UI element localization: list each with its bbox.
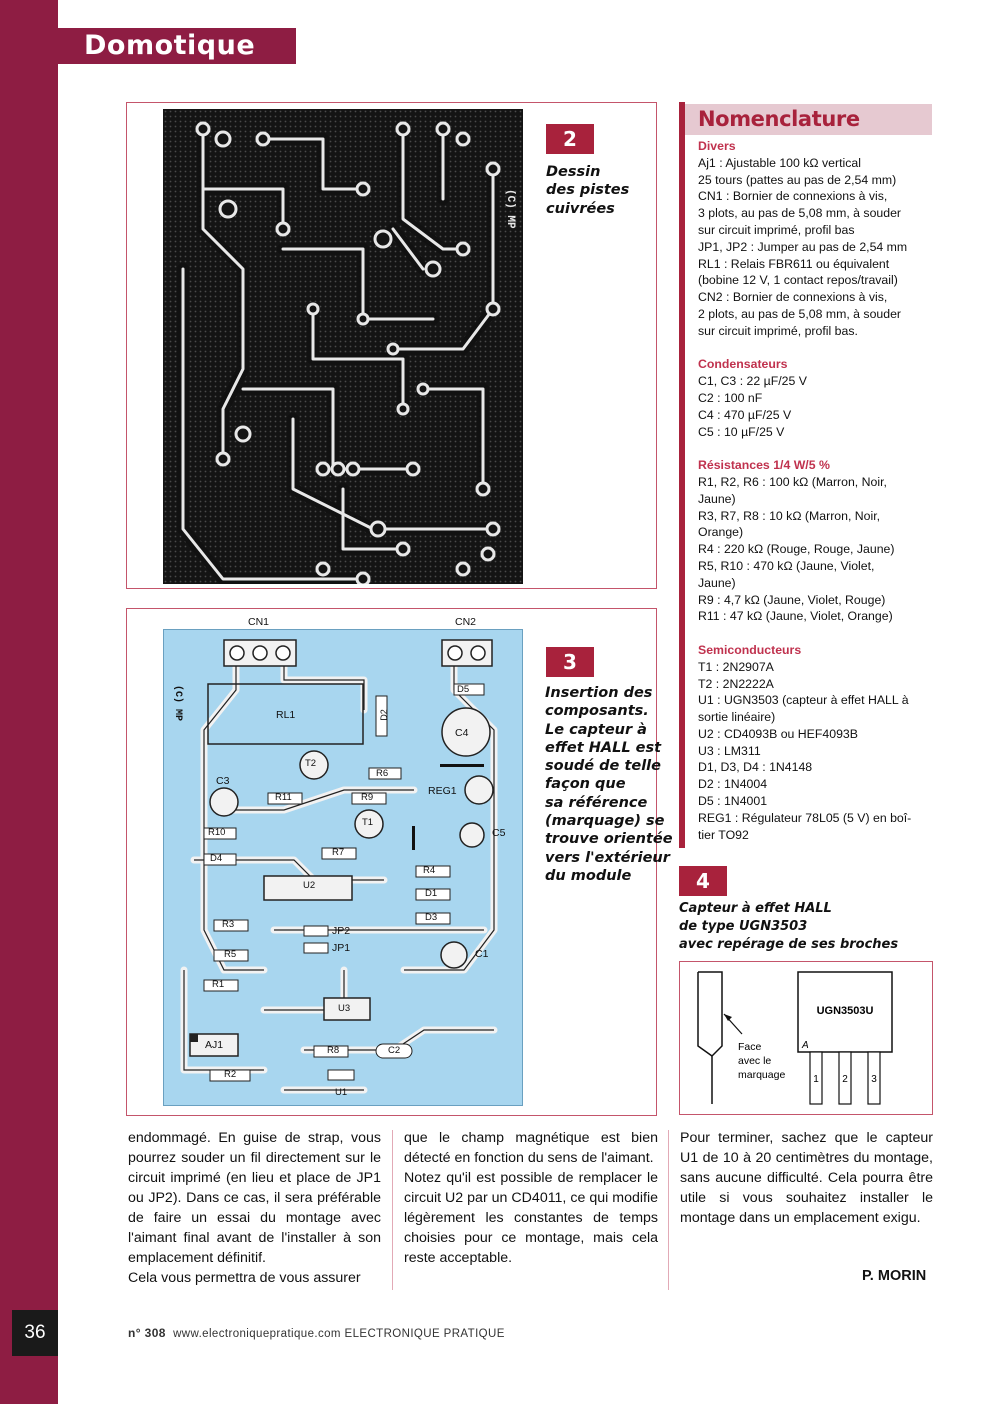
column-separator [668, 1130, 669, 1290]
chip-label: UGN3503U [816, 1005, 874, 1017]
magazine-name: ELECTRONIQUE PRATIQUE [344, 1328, 505, 1340]
layout-mirror-text: (C) MP [172, 685, 183, 722]
body-paragraph: Notez qu'il est possible de remplacer le circuit U2 par un CD4011, ce qui modifie légèrement les constantes de temps choisies pour ce montage, mais cela reste acceptable. [404, 1170, 658, 1266]
section-title: Domotique [84, 30, 256, 61]
label-rl1: RL1 [276, 709, 296, 721]
label-cn1: CN1 [248, 616, 270, 628]
label-r1: R1 [212, 979, 225, 990]
label-c2: C2 [388, 1045, 401, 1056]
body-column-3 [680, 1128, 933, 1228]
figure-2-number: 2 [546, 124, 594, 154]
label-r8: R8 [327, 1045, 340, 1056]
hall-sensor-drawing [680, 962, 932, 1114]
body-paragraph: Pour terminer, sachez que le capteur U1 de 10 à 20 centimètres du montage, sans aucune difficulté. Cela pourra être utile si vous souhaitez installer le montage dans un emplacement exigu. [680, 1130, 933, 1226]
nomenclature-section-semiconducteurs: Semiconducteurs T1 : 2N2907A T2 : 2N2222A U1 : UGN3503 (capteur à effet HALL à sortie linéaire) U2 : CD4093B ou HEF4093B U3 : LM311 D1, D3, D4 : 1N4148 D2 : 1N4004 D5 : 1N4001 REG1 : Régulateur 78L05 (5 V) en boî- tier TO92 [698, 642, 912, 842]
label-r10: R10 [208, 827, 226, 838]
label-c1: C1 [475, 948, 489, 960]
label-r2: R2 [224, 1069, 237, 1080]
label-u3: U3 [338, 1003, 351, 1014]
nomenclature-title: Nomenclature [698, 107, 860, 131]
column-separator [392, 1130, 393, 1290]
nomenclature-section-divers: Divers Aj1 : Ajustable 100 kΩ vertical 25 tours (pattes au pas de 2,54 mm) CN1 : Bornier de connexions à vis, 3 plots, au pas de 5,08 mm, à souder sur circuit imprimé, profil bas JP1, JP2 : Jumper au pas de 2,54 mm RL1 : Relais FBR611 ou équivalent (bobine 12 V, 1 contact repos/travail) CN2 : Bornier de connexions à vis, 2 plots, au pas de 5,08 mm, à souder sur circuit imprimé, profil bas. [698, 139, 908, 338]
label-u2: U2 [303, 880, 316, 891]
label-r3: R3 [222, 919, 235, 930]
label-t2: T2 [305, 758, 317, 769]
label-d2: D2 [378, 709, 389, 721]
left-color-bar [0, 0, 58, 1404]
label-jp2: JP2 [332, 925, 351, 937]
chip-corner-label: A [802, 1040, 809, 1051]
label-t1: T1 [362, 817, 374, 828]
pcb-copper-tracks [163, 109, 523, 584]
face-label-line-1: Face [738, 1041, 762, 1053]
figure-4-number: 4 [679, 866, 727, 896]
label-c5: C5 [492, 827, 506, 839]
label-c3: C3 [216, 775, 230, 787]
label-reg1: REG1 [428, 785, 457, 797]
author: P. MORIN [862, 1268, 927, 1284]
figure-4-caption: Capteur à effet HALL de type UGN3503 avec repérage de ses broches [679, 901, 899, 952]
label-r5: R5 [224, 949, 237, 960]
nomenclature-section-resistances: Résistances 1/4 W/5 % R1, R2, R6 : 100 kΩ (Marron, Noir, Jaune) R3, R7, R8 : 10 kΩ (Marron, Noir, Orange) R4 : 220 kΩ (Rouge, Rouge, Jaune) R5, R10 : 470 kΩ (Jaune, Violet, Jaune) R9 : 4,7 kΩ (Jaune, Violet, Rouge) R11 : 47 kΩ (Jaune, Violet, Orange) [698, 458, 895, 624]
figure-4-frame [679, 961, 933, 1115]
label-r4: R4 [423, 865, 436, 876]
nomenclature-side-bar [679, 102, 685, 848]
body-paragraph: que le champ magnétique est bien détecté en fonction du sens de l'aimant. [404, 1130, 658, 1166]
pcb-tracks-drawing [163, 109, 523, 584]
component-layout-drawing [164, 630, 522, 1105]
body-paragraph: endommagé. En guise de strap, vous pourrez souder un fil directement sur le circuit imprimé (en lieu et place de JP1 ou JP2). Dans ce cas, il sera préférable de faire un essai du montage avec l'aimant final avant de l'installer à son emplacement définitif. [128, 1130, 381, 1266]
label-r7: R7 [332, 847, 345, 858]
pcb-mirror-text: (C) MP [504, 189, 516, 229]
body-paragraph: Cela vous permettra de vous assurer [128, 1270, 361, 1286]
component-layout [163, 629, 523, 1106]
label-c4: C4 [455, 727, 469, 739]
footer [128, 1326, 505, 1340]
label-jp1: JP1 [332, 942, 351, 954]
pin-2-label: 2 [842, 1074, 848, 1085]
face-label-line-2: avec le [738, 1055, 772, 1067]
face-label-line-3: marquage [738, 1069, 786, 1081]
pin-1-label: 1 [813, 1074, 819, 1085]
label-d1: D1 [425, 888, 438, 899]
pin-3-label: 3 [871, 1074, 877, 1085]
body-column-1 [128, 1128, 381, 1288]
issue-number: n° 308 [128, 1326, 166, 1340]
label-r9: R9 [361, 792, 374, 803]
website: www.electroniquepratique.com [173, 1328, 341, 1340]
label-r6: R6 [376, 768, 389, 779]
body-column-2 [404, 1128, 658, 1268]
label-u1: U1 [335, 1087, 348, 1098]
label-d3: D3 [425, 912, 438, 923]
figure-2-caption: Dessin des pistes cuivrées [546, 164, 630, 217]
nomenclature-section-condensateurs: Condensateurs C1, C3 : 22 µF/25 V C2 : 100 nF C4 : 470 µF/25 V C5 : 10 µF/25 V [698, 357, 807, 439]
label-r11: R11 [275, 792, 292, 803]
label-cn2: CN2 [455, 616, 477, 628]
label-d4: D4 [210, 853, 223, 864]
label-d5: D5 [457, 684, 470, 695]
label-aj1: AJ1 [205, 1039, 224, 1051]
figure-3-number: 3 [546, 647, 594, 677]
figure-3-caption: Insertion des composants. Le capteur à effet HALL est soudé de telle façon que sa référence (marquage) se trouve orientée vers l'extérieur du module [545, 685, 673, 884]
nomenclature-list [698, 138, 934, 860]
page-number: 36 [12, 1310, 58, 1356]
